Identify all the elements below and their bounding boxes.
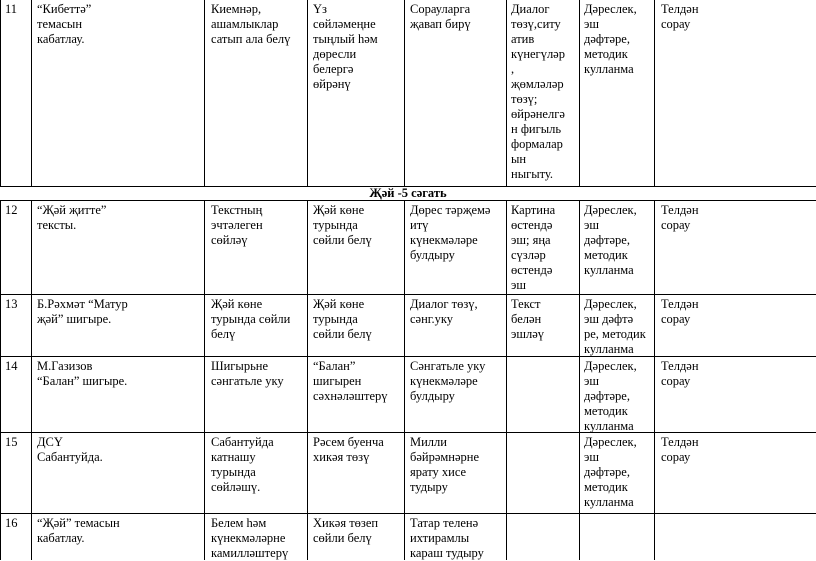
- lesson-topic: “Җәй” темасын кабатлау.: [37, 516, 120, 545]
- cell-col7: Дәреслек, эш дәфтәре, методик кулланма: [584, 2, 637, 76]
- cell-col3: Җәй көне турында сөйли белү: [211, 297, 291, 341]
- cell-col7: Дәреслек, эш дәфтәре, методик кулланма: [584, 435, 637, 509]
- cell-col7: Дәреслек, эш дәфтәре, методик кулланма: [584, 359, 637, 433]
- cell-col3: Текстның эчтәлеген сөйләү: [211, 203, 263, 247]
- cell-col5: Милли бәйрәмнәрне ярату хисе тудыру: [410, 435, 480, 494]
- col-divider: [204, 200, 205, 560]
- cell-col7: Дәреслек, эш дәфтә ре, методик кулланма: [584, 297, 646, 356]
- cell-col5: Дөрес тәрҗемә итү күнекмәләре булдыру: [410, 203, 491, 262]
- cell-col6: Текст белән эшләү: [511, 297, 545, 341]
- col-divider: [506, 0, 507, 186]
- cell-col3: Сабантуйда катнашу турында сөйләшү.: [211, 435, 274, 494]
- cell-col8: Телдән сорау: [661, 435, 699, 464]
- lesson-topic: “Кибеттә” темасын кабатлау.: [37, 2, 92, 46]
- col-divider: [0, 0, 1, 186]
- row-divider: [0, 513, 816, 514]
- cell-col4: “Балан” шигырен сәхнәләштерү: [313, 359, 388, 403]
- cell-col3: Шигырьне сәнгатьле уку: [211, 359, 284, 388]
- col-divider: [0, 200, 1, 560]
- col-divider: [307, 200, 308, 560]
- lesson-number: 14: [5, 359, 18, 373]
- cell-col5: Диалог төзү, сәнг.уку: [410, 297, 478, 326]
- lesson-number: 12: [5, 203, 18, 217]
- col-divider: [579, 200, 580, 560]
- cell-col4: Үз сөйләмеңне тыңлый һәм дөресли белергә өйрәнү: [313, 2, 378, 91]
- col-divider: [654, 0, 655, 186]
- cell-col4: Җәй көне турында сөйли белү: [313, 297, 372, 341]
- section-title: Җәй -5 сәгать: [369, 186, 447, 200]
- col-divider: [579, 0, 580, 186]
- col-divider: [506, 200, 507, 560]
- cell-col4: Җәй көне турында сөйли белү: [313, 203, 372, 247]
- lesson-topic: “Җәй җитте” тексты.: [37, 203, 107, 232]
- cell-col4: Рәсем буенча хикәя төзү: [313, 435, 384, 464]
- cell-col4: Хикәя төзеп сөйли белү: [313, 516, 379, 545]
- row-divider: [0, 294, 816, 295]
- cell-col7: Дәреслек, эш дәфтәре, методик кулланма: [584, 203, 637, 277]
- cell-col5: Сәнгатьле уку күнекмәләре булдыру: [410, 359, 486, 403]
- cell-col6: Диалог төзү,ситу атив күнегүләр , җөмләләр төзү; өйрәнелгә н фигыль формалар ын ныгыту.: [511, 2, 565, 181]
- cell-col8: Телдән сорау: [661, 2, 699, 31]
- cell-col3: Белем һәм күнекмәләрне камилләштерү: [211, 516, 289, 560]
- col-divider: [307, 0, 308, 186]
- col-divider: [204, 0, 205, 186]
- lesson-number: 15: [5, 435, 18, 449]
- col-divider: [404, 0, 405, 186]
- cell-col8: Телдән сорау: [661, 297, 699, 326]
- lesson-topic: ДСҮ Сабантуйда.: [37, 435, 103, 464]
- cell-col6: Картина өстендә эш; яңа сүзләр өстендә эш: [511, 203, 556, 292]
- col-divider: [404, 200, 405, 560]
- cell-col8: Телдән сорау: [661, 203, 699, 232]
- lesson-topic: Б.Рәхмәт “Матур җәй” шигыре.: [37, 297, 128, 326]
- cell-col5: Татар теленә ихтирамлы караш тудыру: [410, 516, 484, 560]
- row-divider: [0, 432, 816, 433]
- lesson-topic: М.Газизов “Балан” шигыре.: [37, 359, 128, 388]
- cell-col3: Киемнәр, ашамлыклар сатып ала белү: [211, 2, 291, 46]
- lesson-number: 16: [5, 516, 18, 530]
- col-divider: [31, 200, 32, 560]
- col-divider: [31, 0, 32, 186]
- row-divider: [0, 356, 816, 357]
- lesson-number: 13: [5, 297, 18, 311]
- lesson-number: 11: [5, 2, 18, 16]
- cell-col5: Сорауларга җавап бирү: [410, 2, 471, 31]
- col-divider: [654, 200, 655, 560]
- cell-col8: Телдән сорау: [661, 359, 699, 388]
